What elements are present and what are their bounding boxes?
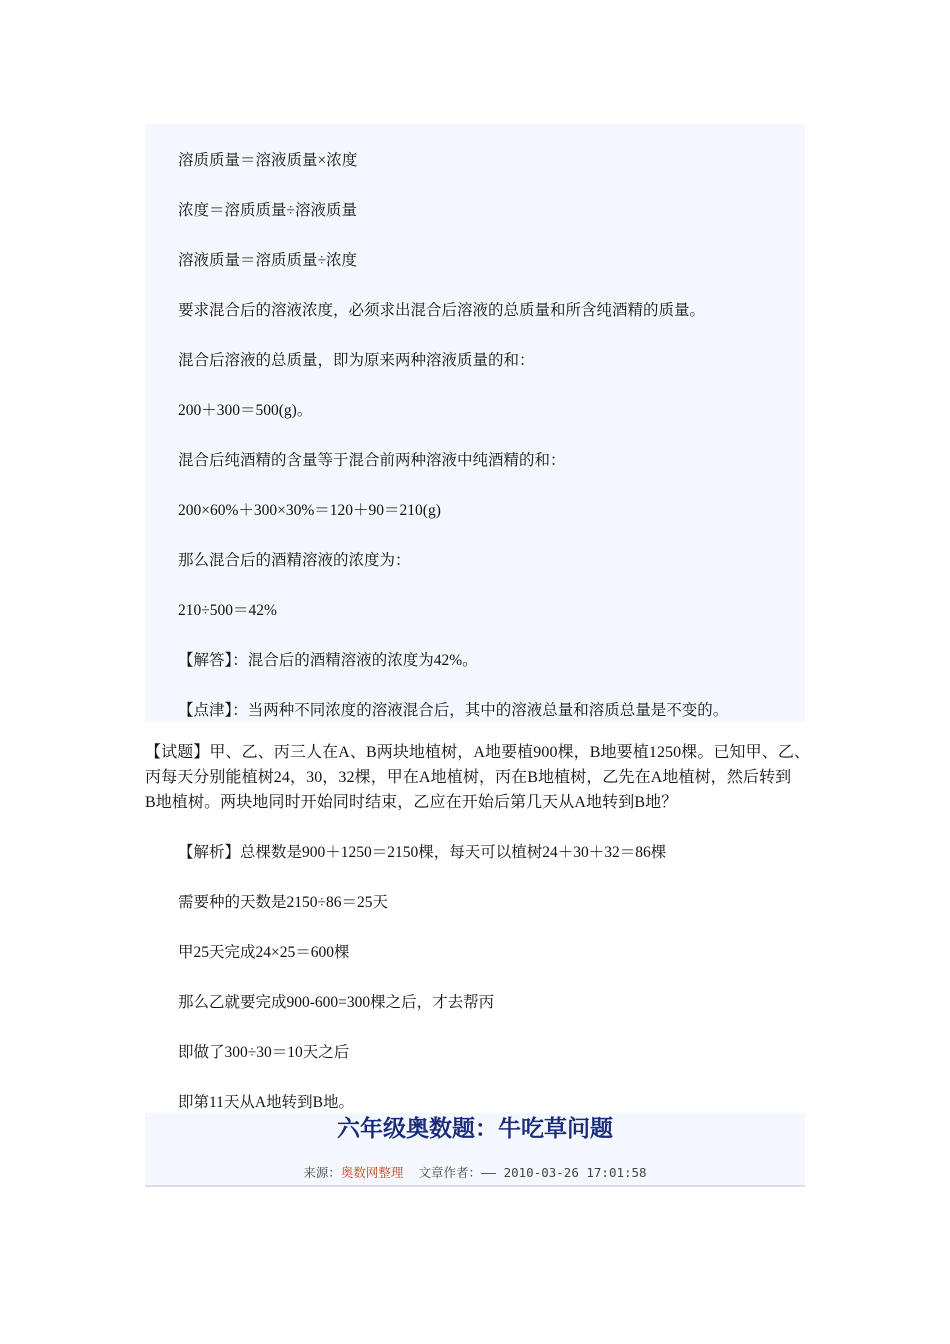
analysis-line-days-done: 即做了300÷30＝10天之后: [178, 1044, 350, 1061]
source-link[interactable]: 奥数网整理: [340, 1165, 404, 1180]
analysis-line-total: 【解析】总棵数是900＋1250＝2150棵，每天可以植树24＋30＋32＝86棵: [178, 844, 667, 861]
question-line: 【试题】甲、乙、丙三人在A、B两块地植树，A地要植900棵，B地要植1250棵。已知甲、乙、: [145, 744, 811, 761]
question-line: B地植树。两块地同时开始同时结束，乙应在开始后第几天从A地转到B地？: [145, 794, 678, 811]
solution-line-concentration-calc: 210÷500＝42%: [178, 602, 277, 619]
article-header: [145, 1113, 805, 1187]
publish-datetime: 2010-03-26 17:01:58: [503, 1165, 647, 1180]
solution-line-formula-solution: 溶液质量＝溶质质量÷浓度: [178, 252, 358, 269]
solution-line-requirement: 要求混合后的溶液浓度，必须求出混合后溶液的总质量和所含纯酒精的质量。: [178, 302, 706, 319]
solution-line-answer: 【解答】：混合后的酒精溶液的浓度为42%。: [178, 652, 478, 669]
solution-line-formula-solute: 溶质质量＝溶液质量×浓度: [178, 152, 358, 169]
solution-line-alcohol-intro: 混合后纯酒精的含量等于混合前两种溶液中纯酒精的和：: [178, 452, 566, 469]
solution-line-alcohol-calc: 200×60%＋300×30%＝120＋90＝210(g): [178, 502, 441, 519]
analysis-line-jia: 甲25天完成24×25＝600棵: [178, 944, 350, 961]
source-label: 来源：: [303, 1165, 341, 1180]
article-meta: [145, 1165, 805, 1181]
solution-line-tip: 【点津】：当两种不同浓度的溶液混合后，其中的溶液总量和溶质总量是不变的。: [178, 702, 729, 719]
solution-line-formula-concentration: 浓度＝溶质质量÷溶液质量: [178, 202, 358, 219]
solution-line-total-mass-intro: 混合后溶液的总质量，即为原来两种溶液质量的和：: [178, 352, 535, 369]
question-line: 丙每天分别能植树24，30，32棵，甲在A地植树，丙在B地植树，乙先在A地植树，然后转到: [145, 769, 792, 786]
solution-line-total-mass-calc: 200＋300＝500(g)。: [178, 402, 313, 419]
analysis-line-days: 需要种的天数是2150÷86＝25天: [178, 894, 389, 911]
analysis-line-conclusion: 即第11天从A地转到B地。: [178, 1094, 354, 1111]
analysis-line-yi-remaining: 那么乙就要完成900-600=300棵之后，才去帮丙: [178, 994, 495, 1011]
author-label: 文章作者：——: [418, 1165, 497, 1180]
solution-line-concentration-intro: 那么混合后的酒精溶液的浓度为：: [178, 552, 411, 569]
question-paragraph: [145, 740, 811, 815]
article-title: 六年级奥数题：牛吃草问题: [337, 1116, 613, 1142]
